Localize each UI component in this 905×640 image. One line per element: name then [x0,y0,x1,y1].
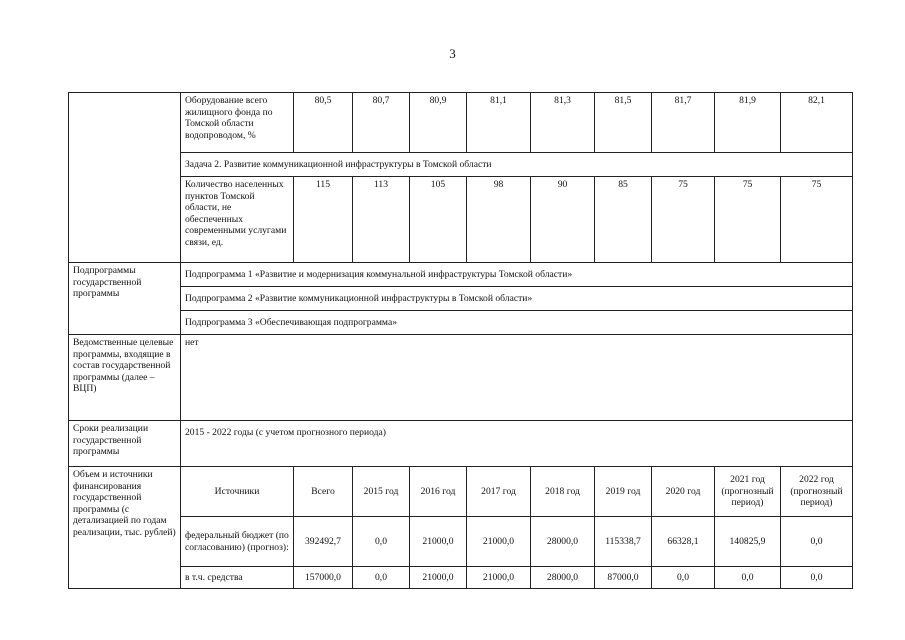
vcp-label: Ведомственные целевые программы, входящие в состав государственной программы (далее – ВЦП) [69,335,181,421]
indicator-2-value: 75 [652,177,715,263]
funding-header: 2022 год (прогнозный период) [781,467,853,517]
indicator-1-value: 81,1 [467,93,531,153]
funding-header: 2015 год [353,467,410,517]
funding-header: 2018 год [531,467,595,517]
funding-header: Источники [181,467,294,517]
indicator-1-value: 81,3 [531,93,595,153]
indicator-2-value: 113 [353,177,410,263]
funding-header: 2021 год (прогнозный период) [715,467,781,517]
funding-cell: 157000,0 [294,567,353,589]
page-number: 3 [449,46,456,61]
program-passport-table [68,92,853,589]
funding-header: 2017 год [467,467,531,517]
indicator-1-value: 80,5 [294,93,353,153]
indicator-1-value: 81,7 [652,93,715,153]
funding-cell: 0,0 [353,517,410,567]
indicator-1-value: 80,9 [410,93,467,153]
indicator-2-label: Количество населенных пунктов Томской области, не обеспеченных современными услугами связи, ед. [181,177,294,263]
subprogram-item: Подпрограмма 2 «Развитие коммуникационной инфраструктуры в Томской области» [181,287,853,311]
task-2-heading: Задача 2. Развитие коммуникационной инфраструктуры в Томской области [181,153,853,177]
indicator-2-value: 75 [715,177,781,263]
funding-cell: 28000,0 [531,517,595,567]
indicator-1-label: Оборудование всего жилищного фонда по Томской области водопроводом, % [181,93,294,153]
empty-left-cell [69,93,181,263]
funding-cell: 0,0 [715,567,781,589]
subprogram-item: Подпрограмма 1 «Развитие и модернизация коммунальной инфраструктуры Томской области» [181,263,853,287]
funding-cell: 0,0 [353,567,410,589]
terms-value: 2015 - 2022 годы (с учетом прогнозного периода) [181,421,853,467]
funding-source: в т.ч. средства [181,567,294,589]
funding-header: 2020 год [652,467,715,517]
funding-label: Объем и источники финансирования государственной программы (с детализацией по годам реализации, тыс. рублей) [69,467,181,589]
indicator-2-value: 115 [294,177,353,263]
funding-cell: 140825,9 [715,517,781,567]
funding-cell: 0,0 [781,517,853,567]
indicator-2-value: 98 [467,177,531,263]
funding-cell: 21000,0 [410,567,467,589]
indicator-2-value: 90 [531,177,595,263]
indicator-1-value: 81,9 [715,93,781,153]
subprogram-item: Подпрограмма 3 «Обеспечивающая подпрограмма» [181,311,853,335]
terms-label: Сроки реализации государственной программы [69,421,181,467]
funding-header: 2019 год [595,467,652,517]
indicator-1-value: 81,5 [595,93,652,153]
indicator-1-value: 80,7 [353,93,410,153]
indicator-2-value: 75 [781,177,853,263]
subprograms-label: Подпрограммы государственной программы [69,263,181,335]
indicator-2-value: 85 [595,177,652,263]
funding-cell: 87000,0 [595,567,652,589]
funding-cell: 0,0 [781,567,853,589]
funding-cell: 0,0 [652,567,715,589]
funding-header: Всего [294,467,353,517]
indicator-2-value: 105 [410,177,467,263]
funding-cell: 28000,0 [531,567,595,589]
funding-header: 2016 год [410,467,467,517]
funding-cell: 21000,0 [467,517,531,567]
funding-source: федеральный бюджет (по согласованию) (прогноз): [181,517,294,567]
vcp-value: нет [181,335,853,421]
funding-cell: 115338,7 [595,517,652,567]
indicator-1-value: 82,1 [781,93,853,153]
funding-cell: 66328,1 [652,517,715,567]
funding-cell: 21000,0 [410,517,467,567]
funding-cell: 21000,0 [467,567,531,589]
funding-cell: 392492,7 [294,517,353,567]
